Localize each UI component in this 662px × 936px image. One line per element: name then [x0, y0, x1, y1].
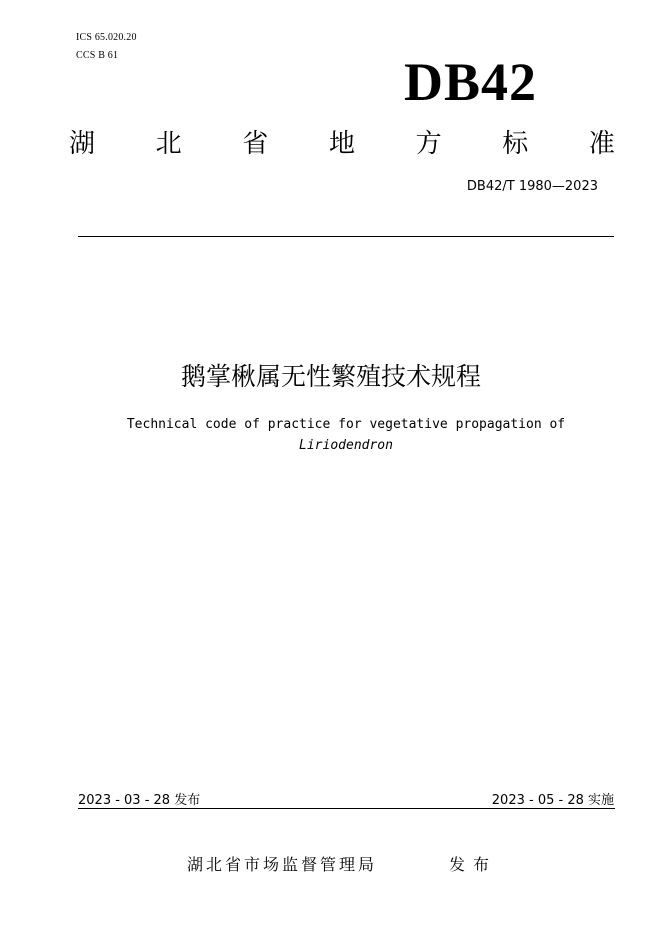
ics-code: ICS 65.020.20 [76, 32, 137, 43]
standard-category-char: 方 [415, 129, 442, 159]
issue-label: 发布 [449, 855, 498, 874]
issuing-authority: 湖北省市场监督管理局 [187, 855, 378, 874]
standard-category-char: 地 [328, 129, 355, 159]
document-title-english-line1: Technical code of practice for vegetative propagation of [126, 417, 566, 432]
standard-category-char: 准 [588, 129, 615, 159]
publish-date: 2023 - 03 - 28 发布 [78, 793, 201, 808]
standard-category-char: 省 [242, 129, 269, 159]
implement-date: 2023 - 05 - 28 实施 [491, 793, 614, 808]
ccs-code: CCS B 61 [76, 50, 119, 61]
document-title-english-line2: Liriodendron [299, 438, 393, 453]
standard-category-char: 湖 [68, 129, 95, 159]
top-divider [78, 236, 614, 237]
document-title-chinese: 鹅掌楸属无性繁殖技术规程 [180, 362, 481, 391]
standard-code-logo: DB42 [404, 52, 538, 112]
standard-category-char: 标 [502, 129, 529, 159]
standard-category-char: 北 [155, 129, 182, 159]
standard-category-title [68, 124, 616, 164]
standard-number: DB42/T 1980—2023 [466, 179, 598, 194]
bottom-divider [78, 808, 615, 809]
